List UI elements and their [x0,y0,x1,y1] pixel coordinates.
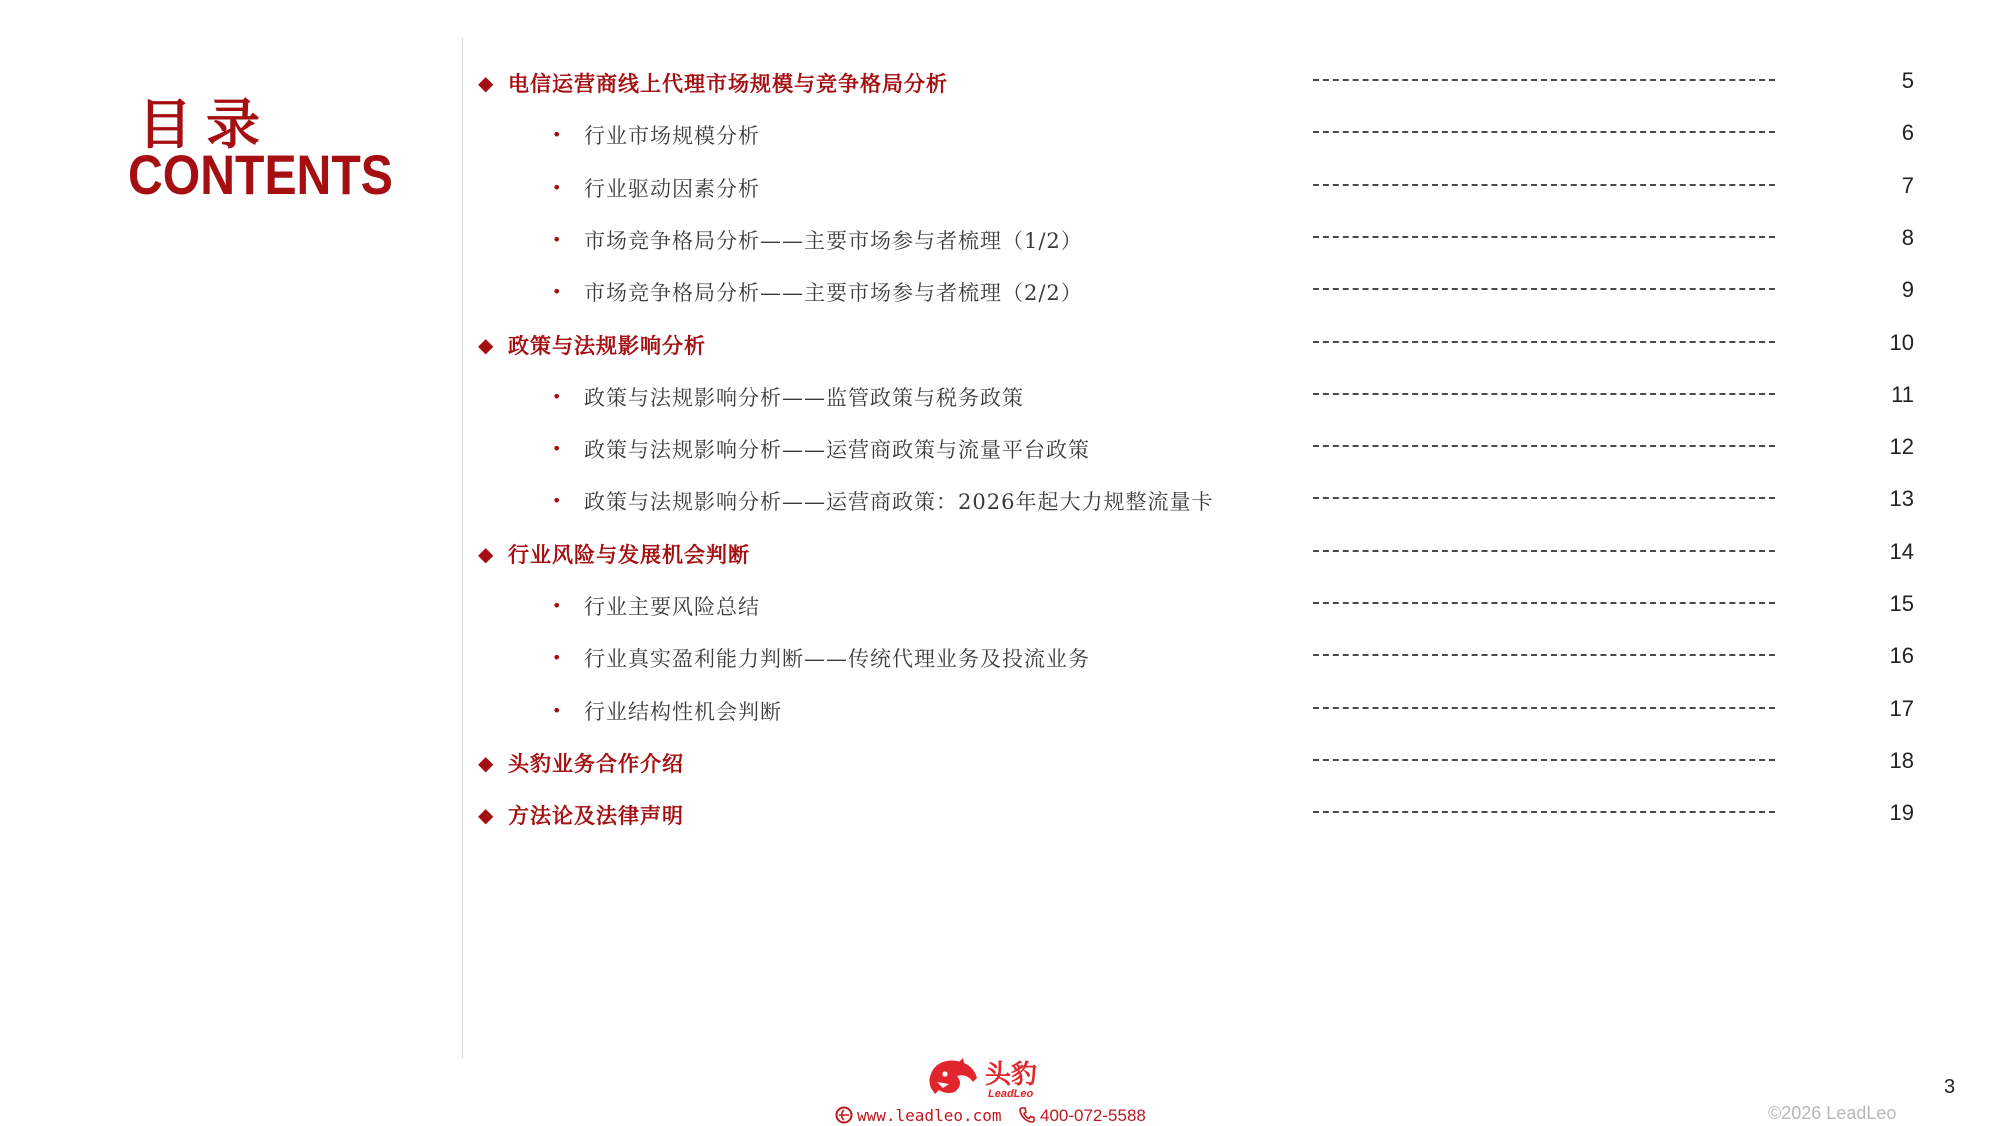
toc-page-number: 7 [1901,173,1914,198]
diamond-bullet-icon: ◆ [478,751,494,775]
toc-section-row[interactable] [0,796,2000,836]
toc-page-number: 14 [1889,539,1914,564]
toc-subsection-row[interactable] [0,169,2000,209]
toc-section-row[interactable] [0,64,2000,104]
toc-page-number: 18 [1889,748,1914,773]
dot-bullet-icon: • [552,701,562,720]
logo-text-en: LeadLeo [988,1088,1034,1100]
toc-subsection-row[interactable] [0,273,2000,313]
dot-bullet-icon: • [552,125,562,144]
toc-page-number: 9 [1901,277,1914,302]
toc-section-row[interactable] [0,326,2000,366]
footer-website[interactable] [835,1106,1002,1125]
dot-bullet-icon: • [552,491,562,510]
toc-entry-label[interactable]: 行业驱动因素分析 [584,177,760,201]
toc-page-number: 16 [1889,643,1914,668]
toc-entry-label[interactable]: 电信运营商线上代理市场规模与竞争格局分析 [508,71,948,96]
toc-page-number: 8 [1901,225,1914,250]
toc-entry-label[interactable]: 行业主要风险总结 [584,595,760,619]
toc-entry-label[interactable]: 市场竞争格局分析——主要市场参与者梳理（2/2） [584,281,1083,305]
phone-icon [1018,1106,1036,1124]
dotted-leader [1313,131,1775,133]
dotted-leader [1313,497,1775,499]
dotted-leader [1313,184,1775,186]
toc-entry-label[interactable]: 政策与法规影响分析 [508,333,706,358]
toc-subsection-row[interactable] [0,221,2000,261]
toc-entry-label[interactable]: 行业市场规模分析 [584,124,760,148]
dot-bullet-icon: • [552,439,562,458]
diamond-bullet-icon: ◆ [478,71,494,95]
toc-page-number: 10 [1889,330,1914,355]
toc-page-number: 5 [1901,68,1914,93]
toc-subsection-row[interactable] [0,692,2000,732]
footer-phone [1018,1106,1146,1126]
toc-entry-label[interactable]: 行业真实盈利能力判断——传统代理业务及投流业务 [584,647,1090,671]
toc-page-number: 11 [1891,382,1914,407]
diamond-bullet-icon: ◆ [478,542,494,566]
toc-page-number: 15 [1889,591,1914,616]
toc-entry-label[interactable]: 政策与法规影响分析——运营商政策：2026年起大力规整流量卡 [584,490,1214,514]
dotted-leader [1313,236,1775,238]
dotted-leader [1313,445,1775,447]
toc-subsection-row[interactable] [0,116,2000,156]
dotted-leader [1313,550,1775,552]
web-icon [835,1106,853,1124]
toc-subsection-row[interactable] [0,378,2000,418]
toc-entry-label[interactable]: 方法论及法律声明 [508,803,684,828]
dotted-leader [1313,341,1775,343]
page-number: 3 [1944,1076,1956,1098]
page-title-cn: 目录 [138,93,274,156]
toc-subsection-row[interactable] [0,430,2000,470]
toc-page-number: 13 [1889,486,1914,511]
logo-text-cn: 头豹 [985,1060,1038,1090]
dot-bullet-icon: • [552,596,562,615]
toc-entry-label[interactable]: 市场竞争格局分析——主要市场参与者梳理（1/2） [584,229,1083,253]
copyright: ©2026 LeadLeo [1768,1103,1897,1123]
toc-entry-label[interactable]: 政策与法规影响分析——监管政策与税务政策 [584,386,1024,410]
toc-subsection-row[interactable] [0,639,2000,679]
dotted-leader [1313,759,1775,761]
dot-bullet-icon: • [552,387,562,406]
toc-page-number: 17 [1889,696,1914,721]
dotted-leader [1313,811,1775,813]
toc-entry-label[interactable]: 头豹业务合作介绍 [508,751,684,776]
dot-bullet-icon: • [552,648,562,667]
toc-entry-label[interactable]: 行业结构性机会判断 [584,700,782,724]
dotted-leader [1313,79,1775,81]
toc-section-row[interactable] [0,744,2000,784]
diamond-bullet-icon: ◆ [478,333,494,357]
diamond-bullet-icon: ◆ [478,803,494,827]
toc-entry-label[interactable]: 行业风险与发展机会判断 [508,542,750,567]
dot-bullet-icon: • [552,178,562,197]
phone-text: 400-072-5588 [1040,1106,1146,1125]
toc-page-number: 6 [1901,120,1914,145]
toc-page-number: 12 [1889,434,1914,459]
toc-subsection-row[interactable] [0,587,2000,627]
dotted-leader [1313,654,1775,656]
toc-subsection-row[interactable] [0,482,2000,522]
dot-bullet-icon: • [552,282,562,301]
page-title-en: CONTENTS [128,143,393,206]
toc-entry-label[interactable]: 政策与法规影响分析——运营商政策与流量平台政策 [584,438,1090,462]
toc-page-number: 19 [1889,800,1914,825]
dotted-leader [1313,707,1775,709]
dotted-leader [1313,602,1775,604]
dot-bullet-icon: • [552,230,562,249]
website-text[interactable]: www.leadleo.com [857,1106,1002,1125]
toc-section-row[interactable] [0,535,2000,575]
dotted-leader [1313,393,1775,395]
dotted-leader [1313,288,1775,290]
